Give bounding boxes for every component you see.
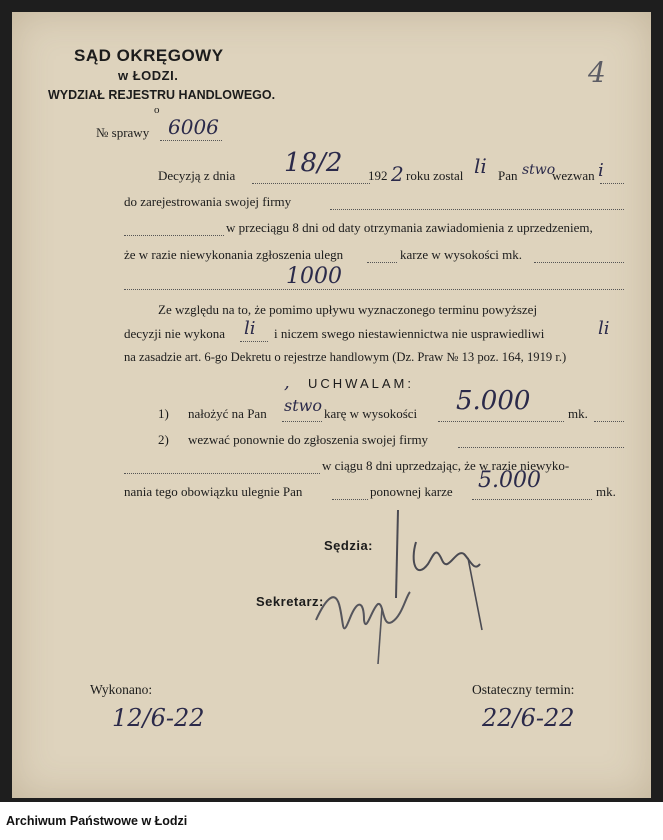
archive-footer <box>0 802 663 840</box>
year-prefix: 192 <box>368 168 388 183</box>
paragraph2-suffix-a: li <box>244 318 256 339</box>
item1-suffix: stwo <box>284 396 322 415</box>
item1-text-a: nałożyć na Pan <box>188 406 267 421</box>
pan-text: Pan <box>498 168 518 183</box>
paragraph1-line2: do zarejestrowania swojej firmy <box>124 194 292 209</box>
item1-unit: mk. <box>568 406 588 421</box>
item2-unit: mk. <box>596 484 616 499</box>
paragraph1-line4b: karze w wysokości mk. <box>400 247 523 262</box>
paragraph2-suffix-b: li <box>598 318 610 339</box>
secretary-signature <box>312 568 432 658</box>
item1-number: 1) <box>158 406 169 421</box>
court-name: SĄD OKRĘGOWY <box>74 46 224 65</box>
paragraph2-line2a: decyzji nie wykona <box>124 326 226 341</box>
item1-text-b: karę w wysokości <box>324 406 418 421</box>
penalty-amount-1: 1000 <box>286 264 342 289</box>
court-department: WYDZIAŁ REJESTRU HANDLOWEGO. <box>48 88 276 102</box>
year-suffix: 2 <box>391 162 404 186</box>
document-page <box>12 12 651 798</box>
header-mark: o <box>154 104 160 116</box>
paragraph1-line3: w przeciągu 8 dni od daty otrzymania zawiadomienia z uprzedzeniem, <box>226 220 593 235</box>
decision-from-text: Decyzją z dnia <box>158 168 236 183</box>
case-number-label: № sprawy <box>96 125 150 140</box>
executed-date: 12/6-22 <box>112 704 205 732</box>
item2-amount: 5.000 <box>478 468 541 493</box>
paragraph1-line4: że w razie niewykonania zgłoszenia ulegn <box>124 247 344 262</box>
resolution-heading: UCHWALAM: <box>308 376 414 391</box>
roku-zostal-text: roku zostal <box>406 168 464 183</box>
item2-line3b: ponownej karze <box>370 484 453 499</box>
judge-label: Sędzia: <box>324 538 374 553</box>
archive-credit: Archiwum Państwowe w Łodzi <box>6 814 188 828</box>
court-city: w ŁODZI. <box>118 68 179 83</box>
secretary-label: Sekretarz: <box>256 594 324 609</box>
paragraph2-line1: Ze względu na to, że pomimo upływu wyznaczonego terminu powyższej <box>158 302 538 317</box>
paragraph2-line3: na zasadzie art. 6-go Dekretu o rejestrze handlowym (Dz. Praw № 13 poz. 164, 1919 r.) <box>124 350 567 364</box>
wezwan-text: wezwan <box>552 168 595 183</box>
case-number-line <box>160 140 222 141</box>
pencil-tick: , <box>284 372 290 393</box>
item1-amount: 5.000 <box>456 386 531 416</box>
suffix-3: i <box>598 160 604 181</box>
item2-text: wezwać ponownie do zgłoszenia swojej firmy <box>188 432 429 447</box>
item2-line2: w ciągu 8 dni uprzedzając, że w razie niewyko- <box>322 458 570 473</box>
final-term-date: 22/6-22 <box>482 704 575 732</box>
item2-line3a: nania tego obowiązku ulegnie Pan <box>124 484 303 499</box>
case-number-value: 6006 <box>168 115 219 139</box>
corner-mark: 4 <box>588 56 606 89</box>
decision-date: 18/2 <box>284 148 343 178</box>
item2-number: 2) <box>158 432 169 447</box>
executed-label: Wykonano: <box>90 682 153 697</box>
final-term-label: Ostateczny termin: <box>472 682 575 697</box>
paragraph2-line2b: i niczem swego niestawiennictwa nie usprawiedliwi <box>274 326 545 341</box>
suffix-1: li <box>474 154 487 178</box>
suffix-2: stwo <box>522 162 556 178</box>
